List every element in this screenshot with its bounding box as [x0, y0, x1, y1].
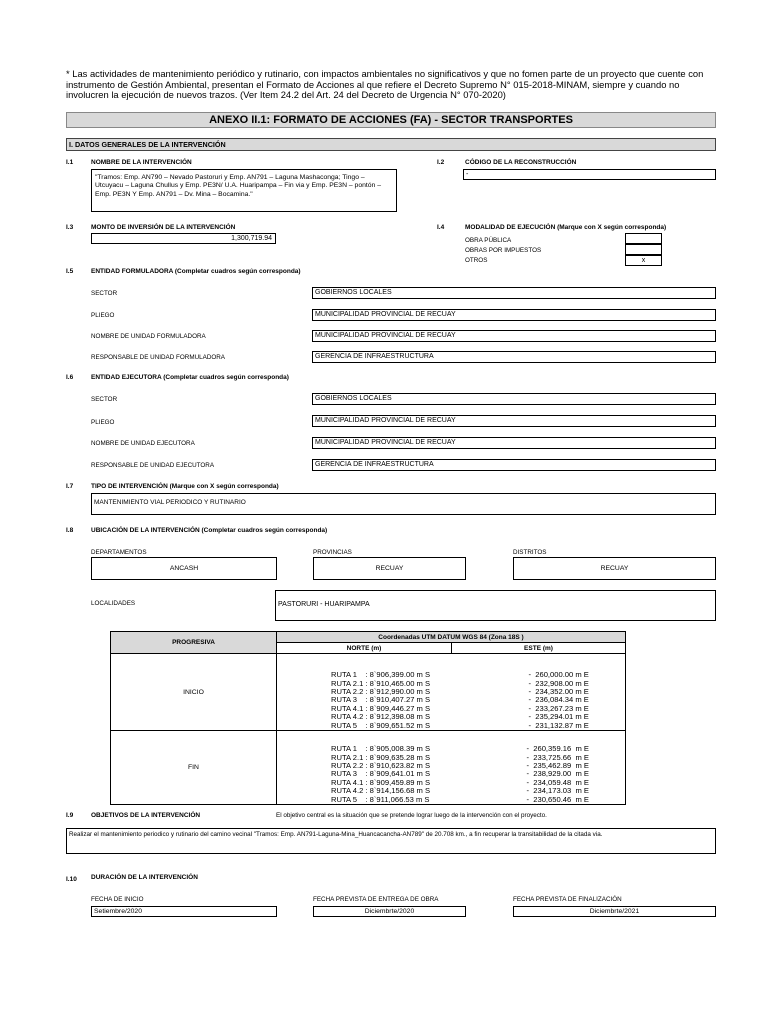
coordinate-line: - 233,725.66 m E	[526, 752, 589, 762]
intervention-name-field[interactable]: "Tramos: Emp. AN790 – Nevado Pastoruri y Emp. AN791 – Laguna Mashaconga; Tingo – Utcuyacu – Laguna Chullus y Emp. PE3N/ U.A. Huaripampa – Fin via y Emp. PE3N – pontón – Emp. PE3N Y Emp. AN791 – Dv. Mina – Bocamina."	[91, 169, 397, 212]
fin-norte-list	[331, 745, 452, 804]
fecha-inicio-field[interactable]: Setiembre/2020	[91, 906, 277, 917]
provincias-label: PROVINCIAS	[313, 549, 352, 556]
i5-responsable-field[interactable]: GERENCIA DE INFRAESTRUCTURA	[312, 351, 716, 363]
utm-coordinates-table	[110, 631, 626, 805]
i5-unidad-label: NOMBRE DE UNIDAD FORMULADORA	[91, 333, 206, 340]
localidades-label: LOCALIDADES	[91, 600, 136, 607]
i6-sector-label: SECTOR	[91, 396, 118, 403]
inicio-norte-cell	[277, 654, 452, 731]
i10-number: I.10	[66, 876, 77, 883]
table-row	[111, 731, 626, 805]
coordinates-header: Coordenadas UTM DATUM WGS 84 (Zona 18S )	[277, 632, 626, 643]
i5-pliego-field[interactable]: MUNICIPALIDAD PROVINCIAL DE RECUAY	[312, 309, 716, 321]
coordinate-line: - 234,352.00 m E	[528, 686, 589, 696]
coordinate-line: RUTA 3 : 8`910,407.27 m S	[331, 695, 431, 705]
otros-checkbox[interactable]: x	[625, 255, 662, 266]
i5-sector-label: SECTOR	[91, 290, 118, 297]
coordinate-line: - 230,650.46 m E	[526, 794, 589, 804]
inicio-este-list	[529, 671, 626, 730]
coordinate-line: - 260,359.16 m E	[526, 744, 589, 754]
provincia-field[interactable]: RECUAY	[313, 557, 466, 580]
coordinate-line: - 236,084.34 m E	[528, 695, 589, 705]
i5-number: I.5	[66, 268, 74, 275]
i6-responsable-field[interactable]: GERENCIA DE INFRAESTRUCTURA	[312, 459, 716, 471]
fin-este-list	[527, 745, 626, 804]
coordinate-line: RUTA 4.2 : 8`914,156.68 m S	[331, 786, 431, 796]
i6-unidad-field[interactable]: MUNICIPALIDAD PROVINCIAL DE RECUAY	[312, 437, 716, 449]
i3-number: I.3	[66, 224, 74, 231]
i6-sector-field[interactable]: GOBIERNOS LOCALES	[312, 393, 716, 405]
coordinate-line: - 232,908.00 m E	[528, 678, 589, 688]
investment-amount-field[interactable]: 1,300,719.94	[91, 233, 276, 244]
coordinate-line: - 260,000.00 m E	[528, 670, 589, 680]
coordinate-line: RUTA 5 : 8`911,066.53 m S	[331, 794, 430, 804]
i7-number: I.7	[66, 483, 74, 490]
este-header: ESTE (m)	[452, 643, 626, 654]
coordinate-line: - 235,294.01 m E	[528, 712, 589, 722]
fin-label: FIN	[111, 731, 277, 805]
i6-pliego-field[interactable]: MUNICIPALIDAD PROVINCIAL DE RECUAY	[312, 415, 716, 427]
i6-unidad-label: NOMBRE DE UNIDAD EJECUTORA	[91, 440, 195, 447]
i2-number: I.2	[437, 159, 445, 166]
coordinate-line: - 234,059.48 m E	[526, 777, 589, 787]
fecha-entrega-field[interactable]: Diciembrte/2020	[313, 906, 466, 917]
option-otros-label: OTROS	[465, 257, 488, 264]
i5-label: ENTIDAD FORMULADORA (Completar cuadros según corresponda)	[91, 268, 301, 275]
coordinate-line: RUTA 4.1 : 8`909,446.27 m S	[331, 703, 431, 713]
i3-label: MONTO DE INVERSIÓN DE LA INTERVENCIÓN	[91, 224, 236, 231]
i7-label: TIPO DE INTERVENCIÓN (Marque con X según corresponda)	[91, 483, 279, 490]
localidades-field[interactable]: PASTORURI - HUARIPAMPA	[275, 590, 716, 621]
i8-label: UBICACIÓN DE LA INTERVENCIÓN (Completar cuadros según corresponda)	[91, 527, 328, 534]
coordinate-line: RUTA 1 : 8`905,008.39 m S	[331, 744, 431, 754]
obra-publica-checkbox[interactable]	[625, 233, 662, 244]
departamentos-label: DEPARTAMENTOS	[91, 549, 147, 556]
intro-note: * Las actividades de mantenimiento periódico y rutinario, con impactos ambientales no significativos y que no fomen parte de un proyecto que cuente con instrumento de Gestión Ambiental, presentan el Formato de Acciones al que refiere el Decreto Supremo N° 015-2018-MINAM, siempre y cuando no involucren la ejecución de nuevos trazos. (Ver Item 24.2 del Art. 24 del Decreto de Urgencia N° 070-2020)	[66, 68, 704, 101]
i5-sector-field[interactable]: GOBIERNOS LOCALES	[312, 287, 716, 299]
fecha-entrega-label: FECHA PREVISTA DE ENTREGA DE OBRA	[313, 896, 439, 903]
progresiva-header: PROGRESIVA	[111, 632, 277, 654]
coordinate-line: RUTA 2.2 : 8`912,990.00 m S	[331, 686, 431, 696]
i5-responsable-label: RESPONSABLE DE UNIDAD FORMULADORA	[91, 354, 226, 361]
inicio-este-cell	[452, 654, 626, 731]
objectives-field[interactable]: Realizar el mantenimiento periodico y rutinario del camino vecinal "Tramos: Emp. AN791-Laguna-Mina_Huancacancha-AN789" de 20.708 km., a fin recuperar la transitabilidad de la citada via.	[66, 828, 716, 854]
fecha-inicio-label: FECHA DE INICIO	[91, 896, 144, 903]
coordinate-line: RUTA 2.1 : 8`910,465.00 m S	[331, 678, 431, 688]
reconstruction-code-field[interactable]: -	[463, 169, 716, 180]
option-obra-publica-label: OBRA PÚBLICA	[465, 237, 512, 244]
departamento-field[interactable]: ANCASH	[91, 557, 277, 580]
coordinate-line: RUTA 4.1 : 8`909,459.89 m S	[331, 777, 431, 787]
coordinate-line: - 238,929.00 m E	[526, 769, 589, 779]
option-obras-impuestos-label: OBRAS POR IMPUESTOS	[465, 247, 542, 254]
i6-pliego-label: PLIEGO	[91, 419, 115, 426]
distritos-label: DISTRITOS	[513, 549, 547, 556]
table-row	[111, 654, 626, 731]
i6-number: I.6	[66, 374, 74, 381]
i4-number: I.4	[437, 224, 445, 231]
section-heading: I. DATOS GENERALES DE LA INTERVENCIÓN	[66, 138, 716, 151]
i5-pliego-label: PLIEGO	[91, 312, 115, 319]
i6-label: ENTIDAD EJECUTORA (Completar cuadros según corresponda)	[91, 374, 289, 381]
i4-label: MODALIDAD DE EJECUCIÓN (Marque con X según corresponda)	[465, 224, 667, 231]
intervention-type-field[interactable]: MANTENIMIENTO VIAL PERIODICO Y RUTINARIO	[91, 493, 716, 515]
i9-label: OBJETIVOS DE LA INTERVENCIÓN	[91, 812, 201, 819]
coordinate-line: RUTA 1 : 8`906,399.00 m S	[331, 670, 431, 680]
fecha-fin-field[interactable]: Diciembrte/2021	[513, 906, 716, 917]
i1-number: I.1	[66, 159, 74, 166]
coordinate-line: - 231,132.87 m E	[528, 720, 589, 730]
i2-label: CÓDIGO DE LA RECONSTRUCCIÓN	[465, 159, 577, 166]
inicio-norte-list	[331, 671, 452, 730]
coordinate-line: RUTA 5 : 8`909,651.52 m S	[331, 720, 431, 730]
inicio-label: INICIO	[111, 654, 277, 731]
coordinate-line: - 235,462.89 m E	[526, 760, 589, 770]
form-title: ANEXO II.1: FORMATO DE ACCIONES (FA) - SECTOR TRANSPORTES	[66, 112, 716, 128]
i6-responsable-label: RESPONSABLE DE UNIDAD EJECUTORA	[91, 462, 215, 469]
obras-impuestos-checkbox[interactable]	[625, 244, 662, 255]
coordinate-line: - 234,173.03 m E	[526, 786, 589, 796]
fin-norte-cell	[277, 731, 452, 805]
i9-number: I.9	[66, 812, 74, 819]
i8-number: I.8	[66, 527, 74, 534]
coordinate-line: RUTA 4.2 : 8`912,398.08 m S	[331, 712, 431, 722]
i1-label: NOMBRE DE LA INTERVENCIÓN	[91, 159, 192, 166]
norte-header: NORTE (m)	[277, 643, 452, 654]
coordinate-line: RUTA 2.2 : 8`910,623.82 m S	[331, 760, 431, 770]
fecha-fin-label: FECHA PREVISTA DE FINALIZACIÓN	[513, 896, 622, 903]
i9-hint: El objetivo central es la situación que se pretende lograr luego de la intervención con el proyecto.	[276, 812, 547, 819]
i10-label: DURACIÓN DE LA INTERVENCIÓN	[91, 874, 198, 881]
coordinate-line: RUTA 3 : 8`909,641.01 m S	[331, 769, 431, 779]
coordinate-line: - 233,267.23 m E	[528, 703, 589, 713]
distrito-field[interactable]: RECUAY	[513, 557, 716, 580]
coordinate-line: RUTA 2.1 : 8`909,635.28 m S	[331, 752, 431, 762]
fin-este-cell	[452, 731, 626, 805]
i5-unidad-field[interactable]: MUNICIPALIDAD PROVINCIAL DE RECUAY	[312, 330, 716, 342]
